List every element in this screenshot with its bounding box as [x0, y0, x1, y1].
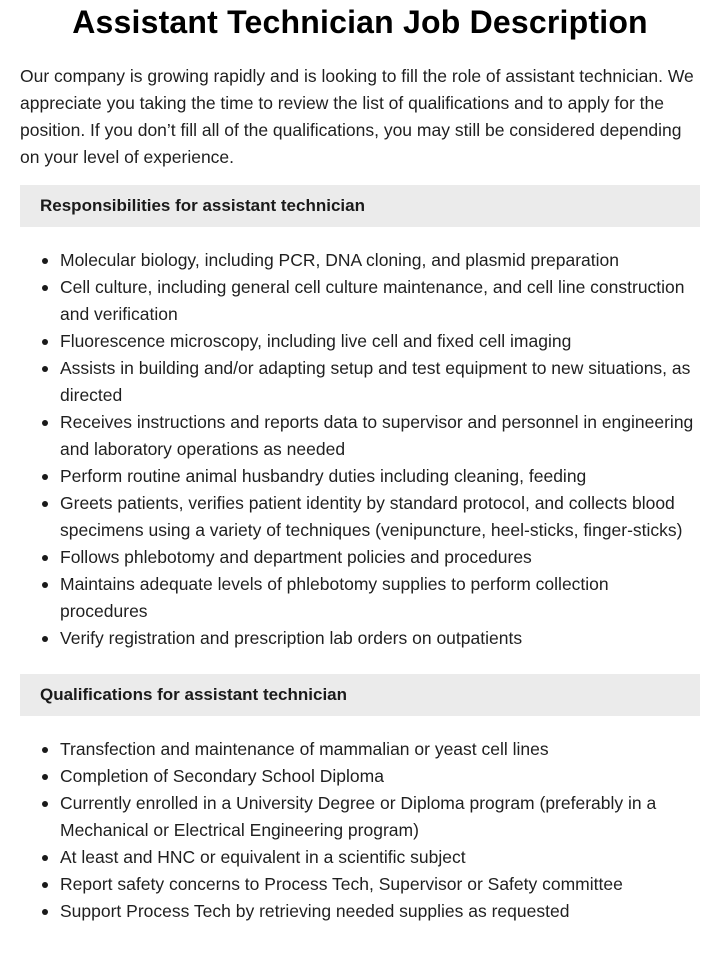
list-item [20, 328, 700, 355]
responsibilities-heading: Responsibilities for assistant technician [20, 185, 700, 227]
bullet-icon [42, 555, 48, 561]
bullet-icon [42, 636, 48, 642]
bullet-icon [42, 801, 48, 807]
list-item [20, 871, 700, 898]
list-item-text: Follows phlebotomy and department policies and procedures [60, 547, 532, 567]
list-item [20, 544, 700, 571]
list-item-text: Fluorescence microscopy, including live cell and fixed cell imaging [60, 331, 572, 351]
list-item-text: Currently enrolled in a University Degree or Diploma program (preferably in a Mechanical or Electrical Engineering program) [60, 793, 657, 840]
list-item [20, 898, 700, 925]
bullet-icon [42, 474, 48, 480]
list-item-text: Molecular biology, including PCR, DNA cloning, and plasmid preparation [60, 250, 620, 270]
list-item-text: At least and HNC or equivalent in a scientific subject [60, 847, 466, 867]
bullet-icon [42, 501, 48, 507]
list-item-text: Receives instructions and reports data to supervisor and personnel in engineering and laboratory operations as needed [60, 412, 694, 459]
list-item-text: Report safety concerns to Process Tech, Supervisor or Safety committee [60, 874, 623, 894]
qualifications-list [20, 736, 700, 925]
bullet-icon [42, 582, 48, 588]
intro-paragraph: Our company is growing rapidly and is looking to fill the role of assistant technician. We appreciate you taking the time to review the list of qualifications and to apply for the position. If you don’t fill all of the qualifications, you may still be considered depending on your level of experience. [20, 66, 694, 167]
list-item-text: Assists in building and/or adapting setup and test equipment to new situations, as directed [60, 358, 691, 405]
list-item [20, 844, 700, 871]
list-item [20, 736, 700, 763]
bullet-icon [42, 339, 48, 345]
list-item [20, 790, 700, 844]
list-item-text: Transfection and maintenance of mammalian or yeast cell lines [60, 739, 549, 759]
bullet-icon [42, 747, 48, 753]
list-item [20, 355, 700, 409]
list-item-text: Support Process Tech by retrieving needed supplies as requested [60, 901, 570, 921]
responsibilities-list [20, 247, 700, 652]
list-item [20, 463, 700, 490]
bullet-icon [42, 285, 48, 291]
page-title: Assistant Technician Job Description [72, 4, 648, 40]
bullet-icon [42, 855, 48, 861]
list-item [20, 625, 700, 652]
list-item-text: Greets patients, verifies patient identity by standard protocol, and collects blood specimens using a variety of techniques (venipuncture, heel-sticks, finger-sticks) [60, 493, 683, 540]
bullet-icon [42, 366, 48, 372]
list-item [20, 274, 700, 328]
list-item [20, 571, 700, 625]
bullet-icon [42, 774, 48, 780]
list-item-text: Perform routine animal husbandry duties including cleaning, feeding [60, 466, 587, 486]
bullet-icon [42, 258, 48, 264]
list-item-text: Verify registration and prescription lab orders on outpatients [60, 628, 523, 648]
bullet-icon [42, 882, 48, 888]
bullet-icon [42, 420, 48, 426]
list-item-text: Maintains adequate levels of phlebotomy supplies to perform collection procedures [60, 574, 609, 621]
list-item [20, 409, 700, 463]
list-item [20, 490, 700, 544]
list-item [20, 247, 700, 274]
bullet-icon [42, 909, 48, 915]
list-item-text: Completion of Secondary School Diploma [60, 766, 384, 786]
list-item [20, 763, 700, 790]
qualifications-heading: Qualifications for assistant technician [20, 674, 700, 716]
list-item-text: Cell culture, including general cell culture maintenance, and cell line construction and verification [60, 277, 685, 324]
